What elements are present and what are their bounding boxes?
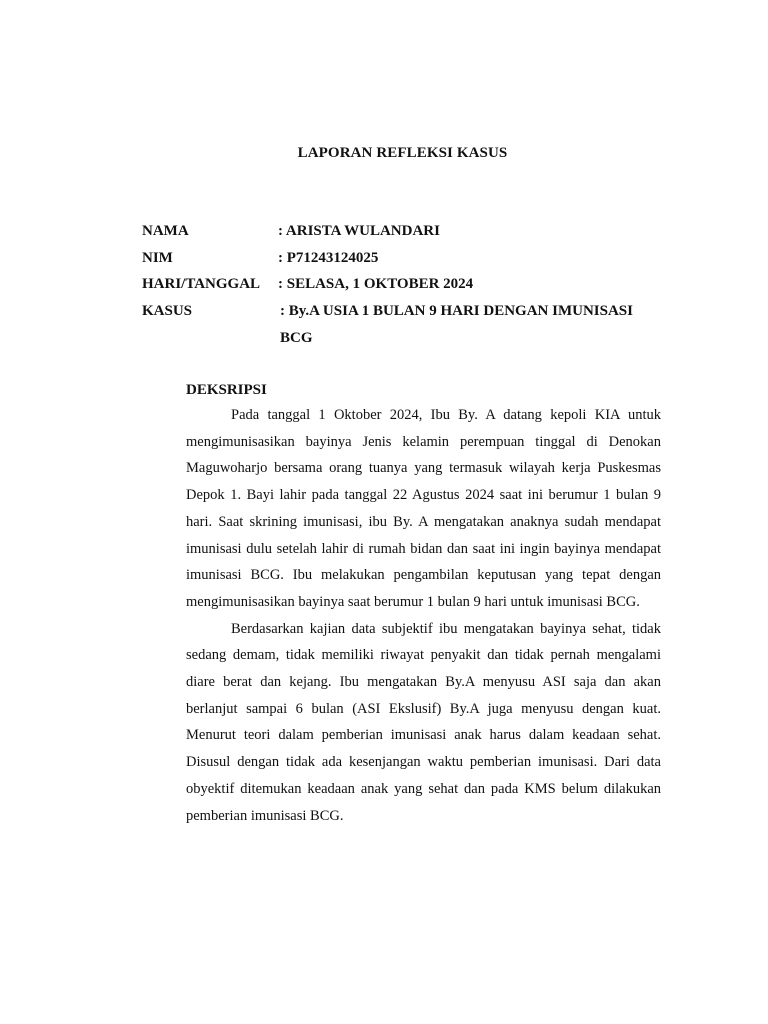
document-title: LAPORAN REFLEKSI KASUS [297,145,508,161]
info-label-nim: NIM [142,249,173,266]
paragraph-2: Berdasarkan kajian data subjektif ibu mengatakan bayinya sehat, tidak sedang demam, tidak memiliki riwayat penyakit dan tidak pernah mengalami diare berat dan kejang. Ibu mengatakan By.A menyusu ASI saja dan akan berlanjut sampai 6 bulan (ASI Ekslusif) By.A juga menyusu dengan kuat. Menurut teori dalam pemberian imunisasi anak harus dalam keadaan sehat. Disusul dengan tidak ada kesenjangan waktu pemberian imunisasi. Dari data obyektif ditemukan keadaan anak yang sehat dan pada KMS belum dilakukan pemberian imunisasi BCG. [186,620,661,824]
paragraph-1: Pada tanggal 1 Oktober 2024, Ibu By. A datang kepoli KIA untuk mengimunisasikan bayinya Jenis kelamin perempuan tinggal di Denokan Maguwoharjo bersama orang tuanya yang termasuk wilayah kerja Puskesmas Depok 1. Bayi lahir pada tanggal 22 Agustus 2024 saat ini berumur 1 bulan 9 hari. Saat skrining imunisasi, ibu By. A mengatakan anaknya sudah mendapat imunisasi dulu setelah lahir di rumah bidan dan saat ini ingin bayinya mendapat imunisasi BCG. Ibu melakukan pengambilan keputusan yang tepat dengan mengimunisasikan bayinya saat berumur 1 bulan 9 hari untuk imunisasi BCG. [186,407,661,610]
info-label-hari-tanggal: HARI/TANGGAL [142,276,261,292]
info-row-nama [142,218,662,245]
info-row-nim [142,245,662,272]
info-label-kasus: KASUS [142,302,193,319]
info-value-kasus: : By.A USIA 1 BULAN 9 HARI DENGAN IMUNISASI BCG [280,302,633,346]
description-section [186,378,661,829]
info-value-nama: : ARISTA WULANDARI [278,223,440,239]
info-row-hari-tanggal [142,271,662,298]
section-heading: DEKSRIPSI [186,382,267,398]
info-value-hari-tanggal: : SELASA, 1 OKTOBER 2024 [278,276,474,292]
info-row-kasus [142,298,662,352]
info-value-nim: : P71243124025 [278,249,379,266]
info-label-nama: NAMA [142,223,189,239]
identity-block [142,218,662,352]
